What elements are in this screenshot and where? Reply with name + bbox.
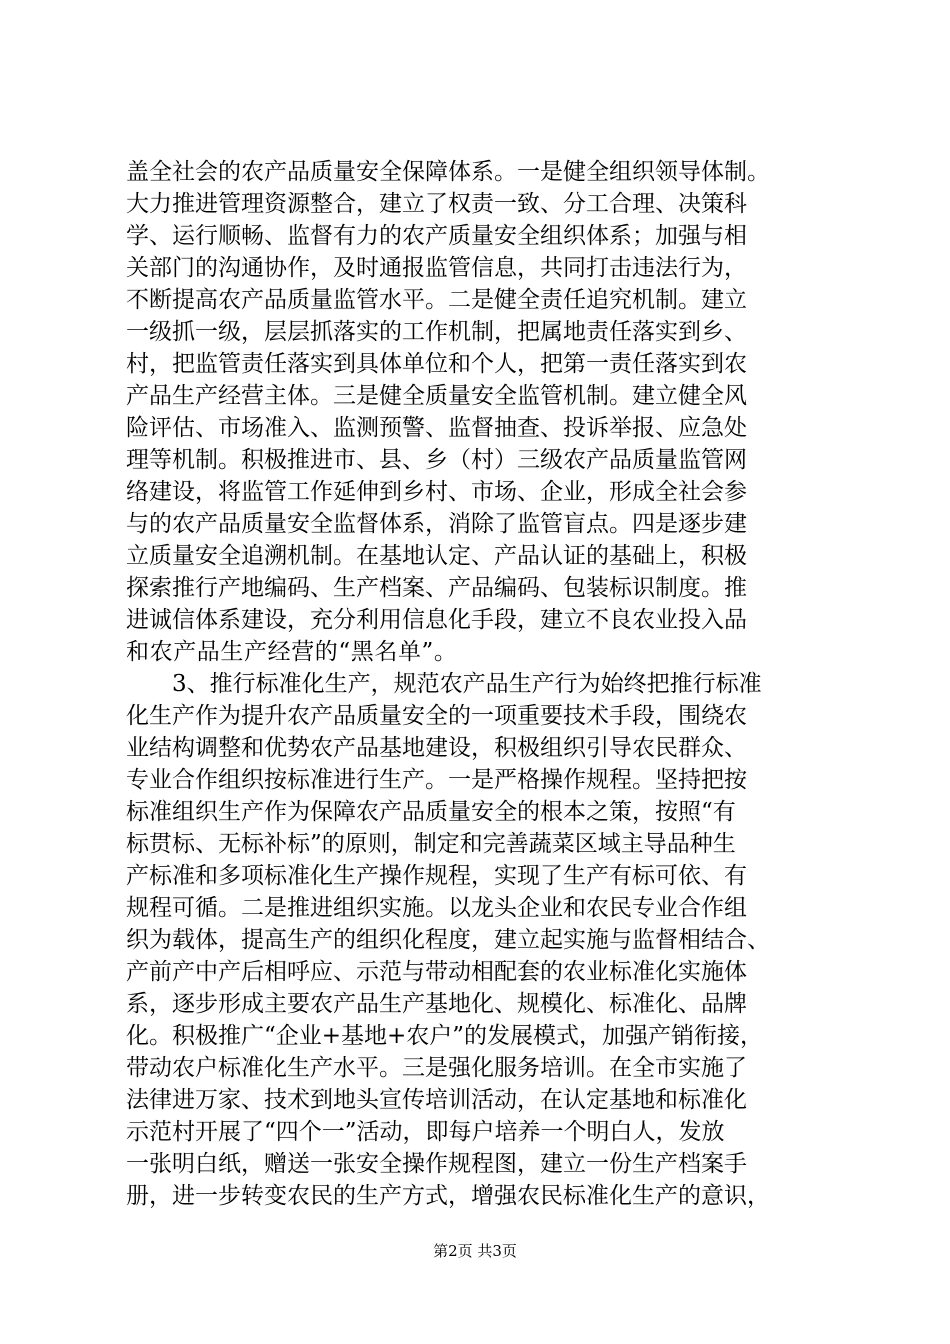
text-line: 立质量安全追溯机制。在基地认定、产品认证的基础上，积极 (126, 543, 747, 569)
text-line: 化。积极推广“企业+基地+农户”的发展模式，加强产销衔接， (126, 1023, 764, 1049)
text-line: 络建设，将监管工作延伸到乡村、市场、企业，形成全社会参 (126, 479, 747, 505)
body-text (126, 156, 830, 1212)
text-line: 规程可循。二是推进组织实施。以龙头企业和农民专业合作组 (126, 895, 747, 921)
text-line: 标贯标、无标补标”的原则，制定和完善蔬菜区域主导品种生 (126, 831, 736, 857)
text-line: 产品生产经营主体。三是健全质量安全监管机制。建立健全风 (126, 383, 747, 409)
text-line: 产前产中产后相呼应、示范与带动相配套的农业标准化实施体 (126, 959, 747, 985)
text-line: 化生产作为提升农产品质量安全的一项重要技术手段，围绕农 (126, 703, 747, 729)
text-line: 不断提高农产品质量监管水平。二是健全责任追究机制。建立 (126, 287, 747, 313)
text-line: 示范村开展了“四个一”活动，即每户培养一个明白人，发放 (126, 1119, 725, 1145)
page-number-footer: 第2页 共3页 (433, 1242, 517, 1260)
text-line: 3、推行标准化生产，规范农产品生产行为始终把推行标准 (126, 671, 762, 697)
text-line: 一张明白纸，赠送一张安全操作规程图，建立一份生产档案手 (126, 1151, 747, 1177)
text-line: 大力推进管理资源整合，建立了权责一致、分工合理、决策科 (126, 191, 747, 217)
text-line: 村，把监管责任落实到具体单位和个人，把第一责任落实到农 (126, 351, 747, 377)
text-line: 带动农户标准化生产水平。三是强化服务培训。在全市实施了 (126, 1055, 747, 1081)
text-line: 进诚信体系建设，充分利用信息化手段，建立不良农业投入品 (126, 607, 747, 633)
text-line: 一级抓一级，层层抓落实的工作机制，把属地责任落实到乡、 (126, 319, 747, 345)
text-line: 盖全社会的农产品质量安全保障体系。一是健全组织领导体制。 (126, 159, 770, 185)
text-line: 业结构调整和优势农产品基地建设，积极组织引导农民群众、 (126, 735, 747, 761)
text-line: 学、运行顺畅、监督有力的农产质量安全组织体系；加强与相 (126, 223, 747, 249)
text-line: 险评估、市场准入、监测预警、监督抽查、投诉举报、应急处 (126, 415, 747, 441)
text-line: 与的农产品质量安全监督体系，消除了监管盲点。四是逐步建 (126, 511, 747, 537)
text-line: 和农产品生产经营的“黑名单”。 (126, 639, 458, 665)
text-line: 理等机制。积极推进市、县、乡（村）三级农产品质量监管网 (126, 447, 747, 473)
text-line: 织为载体，提高生产的组织化程度，建立起实施与监督相结合、 (126, 927, 770, 953)
text-line: 产标准和多项标准化生产操作规程，实现了生产有标可依、有 (126, 863, 747, 889)
text-line: 系，逐步形成主要农产品生产基地化、规模化、标准化、品牌 (126, 991, 747, 1017)
text-line: 标准组织生产作为保障农产品质量安全的根本之策，按照“有 (126, 799, 736, 825)
text-line: 法律进万家、技术到地头宣传培训活动，在认定基地和标准化 (126, 1087, 747, 1113)
text-line: 探索推行产地编码、生产档案、产品编码、包装标识制度。推 (126, 575, 747, 601)
text-line: 册，进一步转变农民的生产方式，增强农民标准化生产的意识， (126, 1183, 770, 1209)
text-line: 专业合作组织按标准进行生产。一是严格操作规程。坚持把按 (126, 767, 747, 793)
text-line: 关部门的沟通协作，及时通报监管信息，共同打击违法行为， (126, 255, 747, 281)
